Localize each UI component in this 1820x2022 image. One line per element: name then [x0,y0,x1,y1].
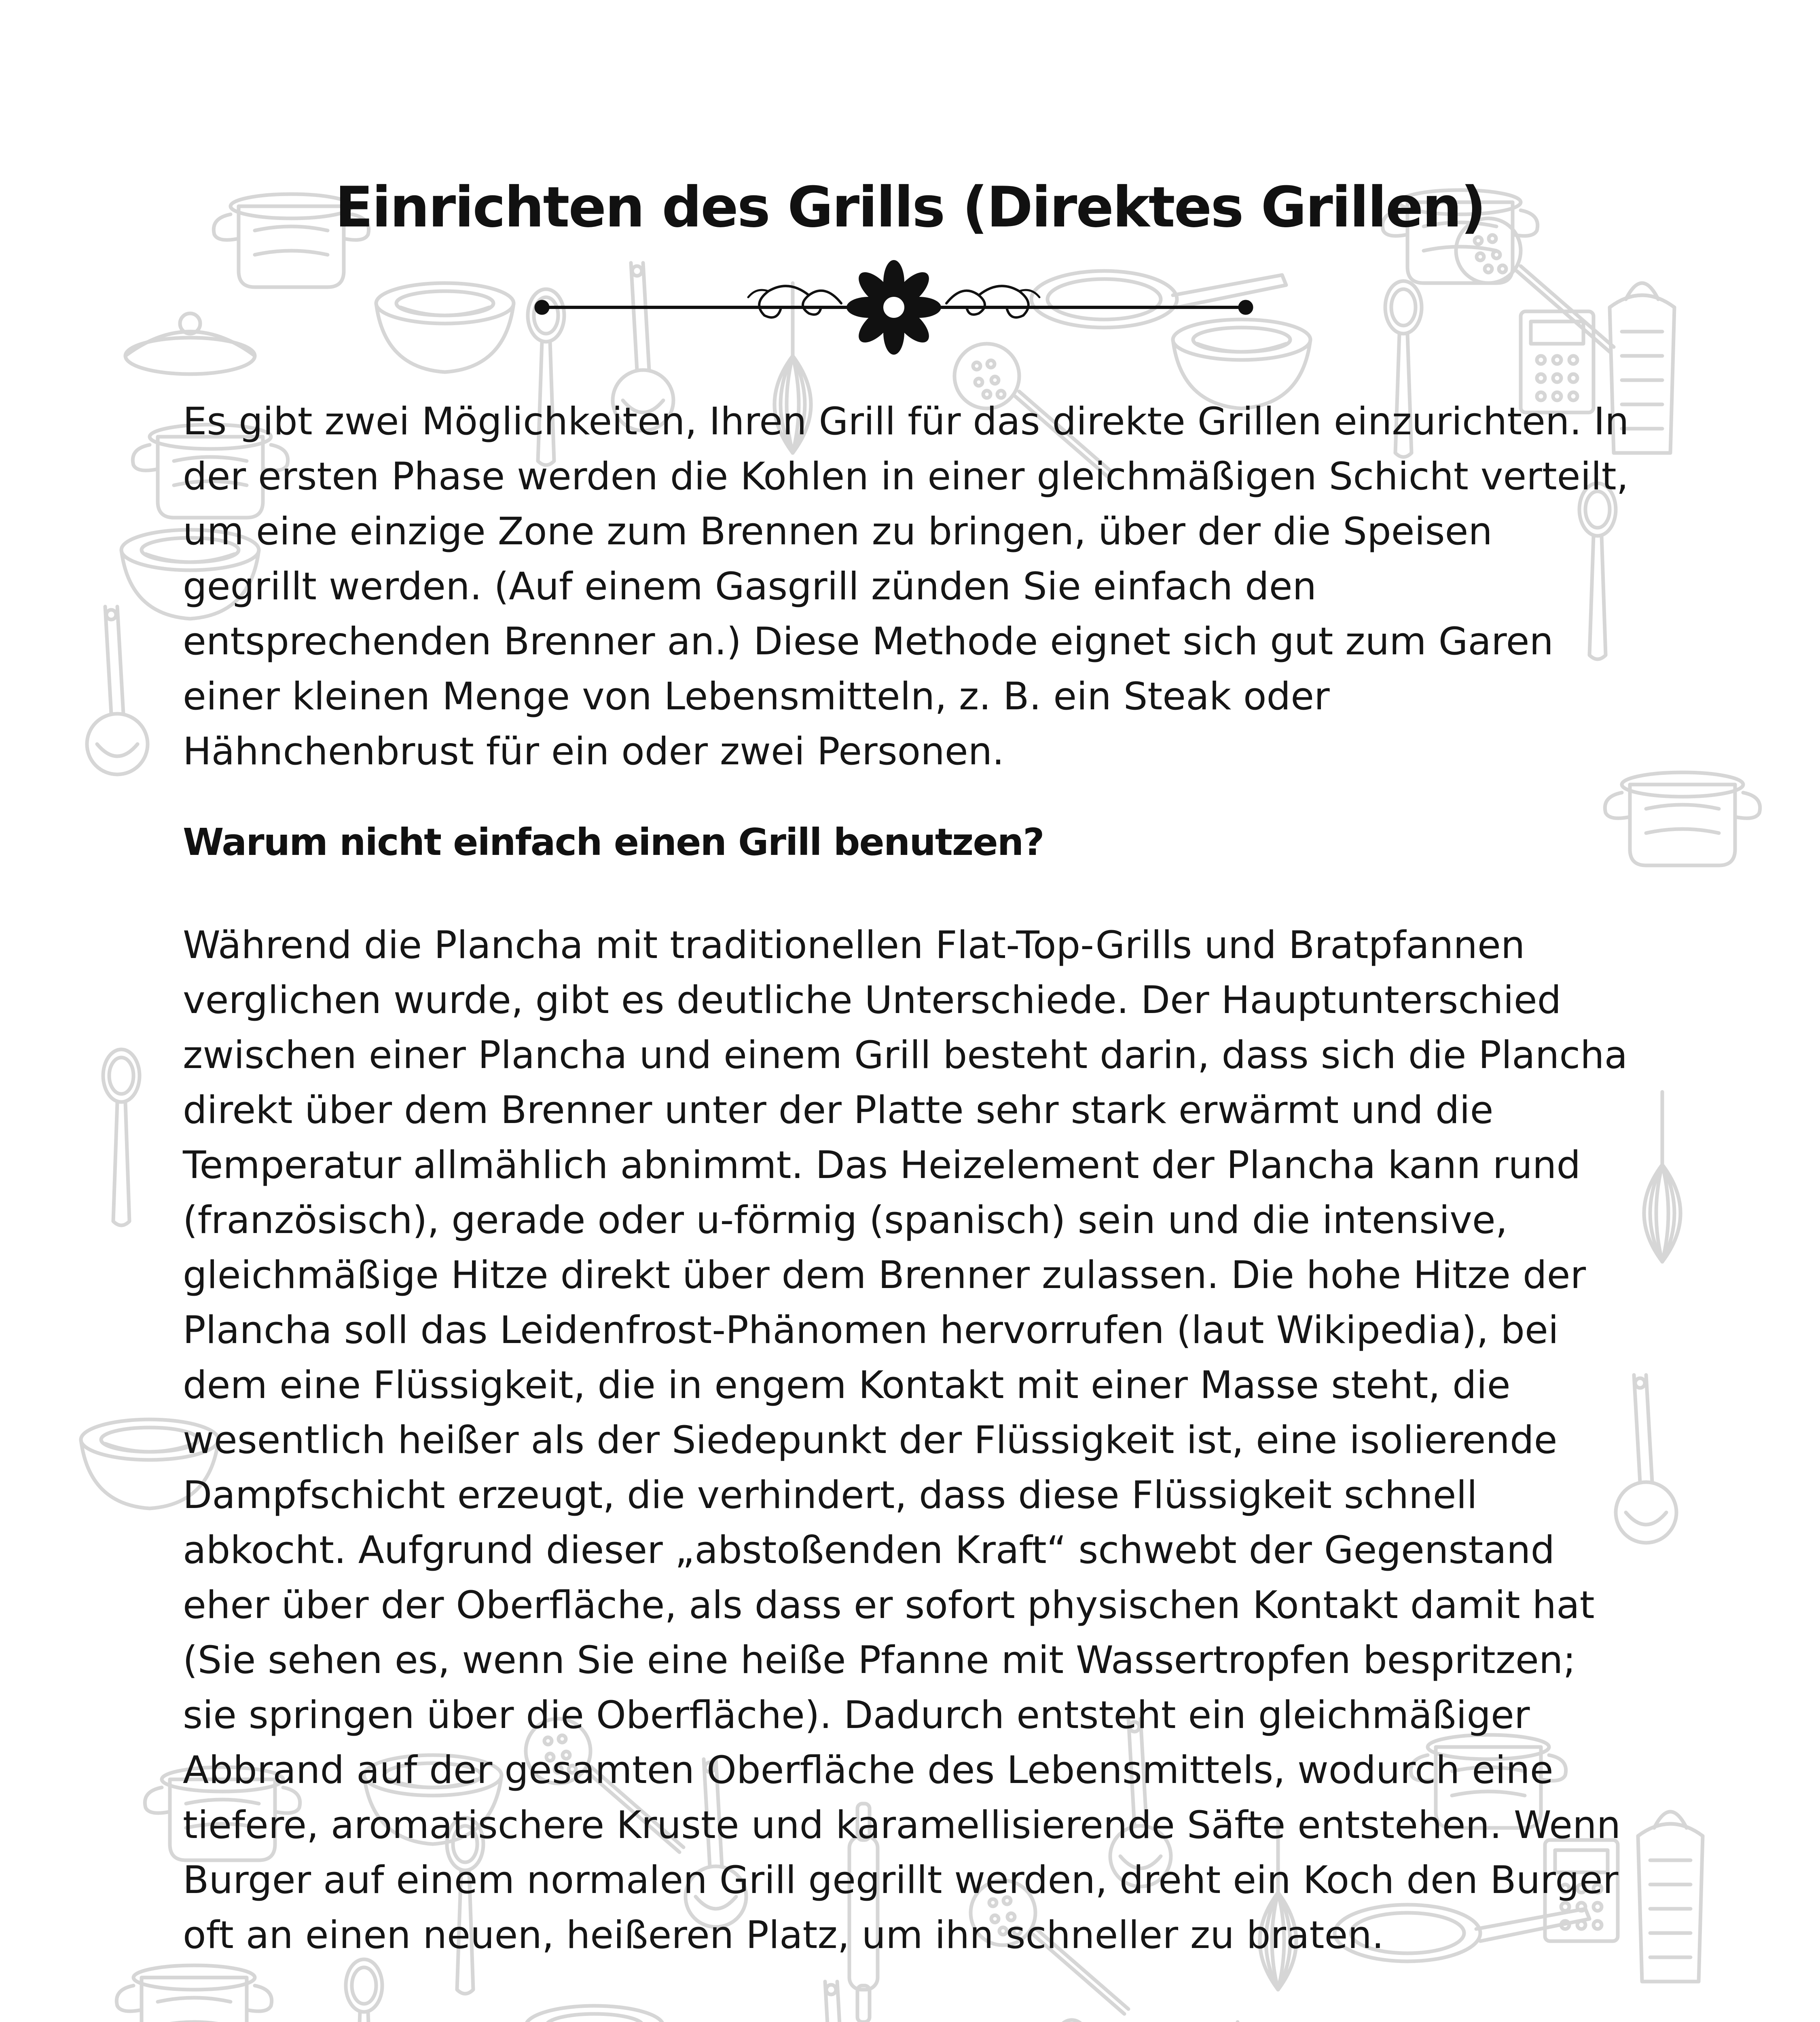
page-title: Einrichten des Grills (Direktes Grillen) [335,175,1485,240]
body-paragraph: Während die Plancha mit traditionellen Flat-Top-Grills und Bratpfannen verglichen wurde, gibt es deutliche Unterschiede. Der Hauptunterschied zwischen einer Plancha und einem Grill besteht darin, dass sich die Plancha direkt über dem Brenner unter der Platte sehr stark erwärmt und die Temperatur allmählich abnimmt. Das Heizelement der Plancha kann rund (französisch), gerade oder u-förmig (spanisch) sein und die intensive, gleichmäßige Hitze direkt über dem Brenner zulassen. Die hohe Hitze der Plancha soll das Leidenfrost-Phänomen hervorrufen (laut Wikipedia), bei dem eine Flüssigkeit, die in engem Kontakt mit einer Masse steht, die wesentlich heißer als der Siedepunkt der Flüssigkeit ist, eine isolierende Dampfschicht erzeugt, die verhindert, dass diese Flüssigkeit schnell abkocht. Aufgrund dieser „abstoßenden Kraft“ schwebt der Gegenstand eher über der Oberfläche, als dass er sofort physischen Kontakt damit hat (Sie sehen es, wenn Sie eine heiße Pfanne mit Wassertropfen bespritzen; sie springen über die Oberfläche). Dadurch entsteht ein gleichmäßiger Abbrand auf der gesamten Oberfläche des Lebensmittels, wodurch eine tiefere, aromatischere Kruste und karamellisierende Säfte entstehen. Wenn Burger auf einem normalen Grill gegrillt werden, dreht ein Koch den Burger oft an einen neuen, heißeren Platz, um ihn schneller zu braten. [183,923,1628,1957]
intro-paragraph: Es gibt zwei Möglichkeiten, Ihren Grill für das direkte Grillen einzurichten. In der ersten Phase werden die Kohlen in einer gleichmäßigen Schicht verteilt, um eine einzige Zone zum Brennen zu bringen, über der die Speisen gegrillt werden. (Auf einem Gasgrill zünden Sie einfach den entsprechenden Brenner an.) Diese Methode eignet sich gut zum Garen einer kleinen Menge von Lebensmitteln, z. B. ein Steak oder Hähnchenbrust für ein oder zwei Personen. [183,400,1629,774]
ornamental-divider-icon [530,259,1258,356]
section-heading: Warum nicht einfach einen Grill benutzen? [183,821,1044,864]
